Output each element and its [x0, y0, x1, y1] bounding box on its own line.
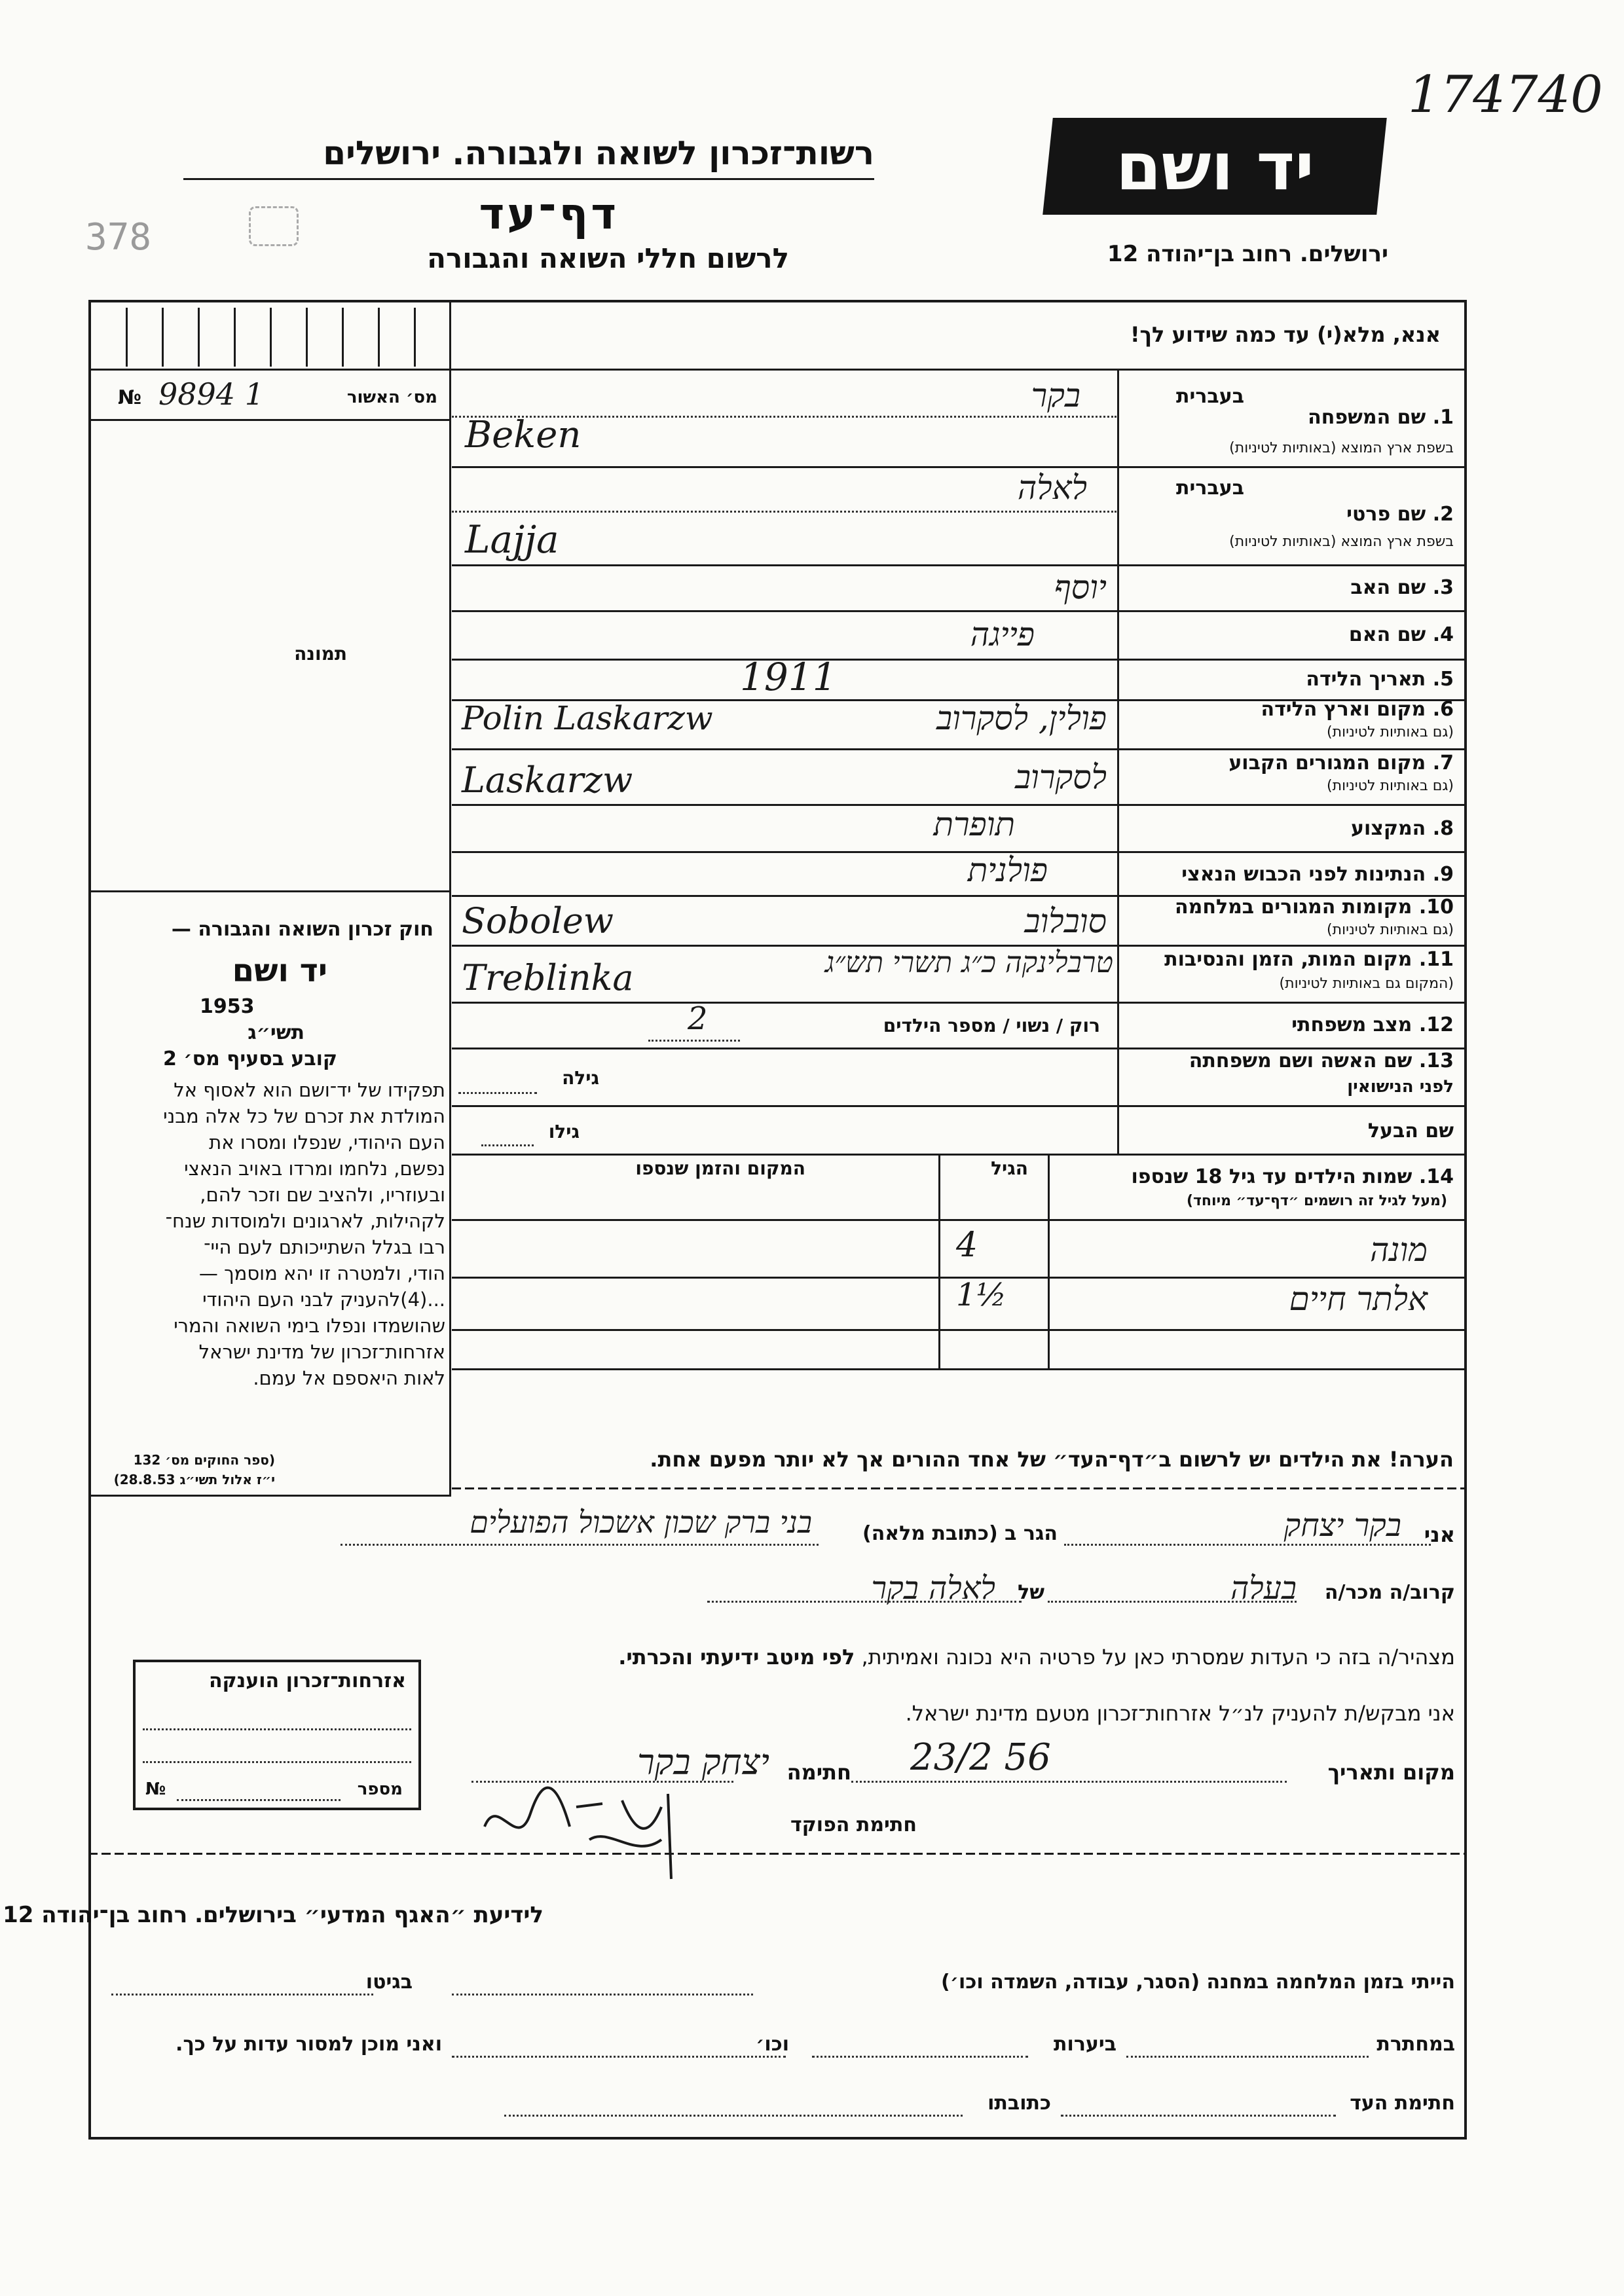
- field-11-value: טרבלינקה כ״ג תשרי תש״ג: [824, 946, 1113, 979]
- bottom-line2-b: ביערות: [1054, 2033, 1116, 2056]
- field-1-sub: בשפת ארץ המוצא (באותיות לטיניות): [1229, 440, 1454, 456]
- approval-label: מס׳ האשור: [346, 388, 437, 407]
- field-2-num: 2.: [1432, 503, 1454, 526]
- citizenship-no-sign: №: [145, 1779, 166, 1799]
- stamp-number: 378: [85, 216, 152, 259]
- husband-age-line: [481, 1144, 534, 1146]
- children-col-divider-2: [1048, 1154, 1050, 1370]
- law-source: (ספר החוקים מס׳ 132: [133, 1452, 275, 1468]
- citizenship-title: אזרחות־זכרון הוענקה: [208, 1669, 406, 1692]
- field-6-title: מקום וארץ הלידה: [1261, 698, 1426, 721]
- row-13-bottom: [452, 1105, 1467, 1107]
- officer-label: חתימת הפוקד: [790, 1813, 917, 1836]
- bottom-line2-d: ואני מוכן למסור עדות על כך.: [175, 2033, 442, 2056]
- approval-value: 9894 1: [158, 376, 264, 412]
- row-8-bottom: [452, 851, 1467, 853]
- field-1-hebrew-value: בקר: [1031, 376, 1080, 414]
- field-5-value: 1911: [740, 655, 837, 699]
- declaration-text-main: מצהיר/ה בזה כי העדות שמסרתי כאן על פרטיה היא נכונה ואמיתית,: [861, 1645, 1455, 1669]
- note-bottom: [452, 1487, 1467, 1489]
- row-6-bottom: [452, 748, 1467, 750]
- left-column-divider: [449, 300, 451, 1367]
- field-4-label: [1349, 623, 1454, 646]
- field-10-num: 10.: [1418, 896, 1454, 919]
- field-10-sub: (גם באותיות לטיניות): [1327, 922, 1454, 938]
- field-8-title: המקצוע: [1350, 817, 1426, 840]
- field-8-num: 8.: [1432, 817, 1454, 840]
- archive-number: 174740: [1408, 65, 1603, 124]
- declaration-resides: הגר ב (כתובת מלאה): [862, 1522, 1058, 1545]
- field-3-title: שם האב: [1350, 576, 1426, 599]
- field-11-latin-value: Treblinka: [462, 957, 634, 998]
- field-9-value: פולנית: [967, 851, 1048, 889]
- law-box-bottom: [88, 1495, 451, 1497]
- children-place-col: המקום והזמן שנספו: [635, 1157, 805, 1179]
- bottom-line3-dots-1: [1061, 2115, 1336, 2117]
- declaration-text: [618, 1645, 1455, 1669]
- bottom-line2-a: במחתרת: [1376, 2033, 1455, 2056]
- approval-no-sign: №: [118, 386, 142, 409]
- field-7-latin-value: Laskarzw: [462, 759, 633, 801]
- bottom-line1-start: הייתי בזמן המלחמה במחנה (הסגר, עבודה, השמדה וכו׳): [941, 1971, 1455, 1994]
- husband-age-label: גילו: [548, 1121, 580, 1142]
- children-title: שמות הילדים עד גיל 18 שנספו: [1131, 1165, 1412, 1188]
- field-6-sub: (גם באותיות לטיניות): [1327, 724, 1454, 740]
- field-12-children-line: [648, 1040, 740, 1042]
- field-2-sub: בשפת ארץ המוצא (באותיות לטיניות): [1229, 534, 1454, 550]
- bottom-line1-dots-1: [452, 1994, 753, 1995]
- field-6-latin-value: Polin Laskarzw: [462, 699, 713, 737]
- declaration-of: של: [1018, 1581, 1044, 1604]
- bottom-line2-dots-2: [812, 2056, 1028, 2058]
- bottom-title: [3, 1902, 544, 1928]
- law-year: [200, 995, 255, 1018]
- label-column-divider: [1117, 369, 1119, 1154]
- law-text: [92, 1077, 445, 1391]
- form-subtitle: לרשום חללי השואה והגבורה: [427, 242, 789, 274]
- children-row-2-bottom: [452, 1329, 1467, 1331]
- field-12-num: 12.: [1418, 1013, 1454, 1036]
- place-date-value: 23/2 56: [910, 1736, 1051, 1779]
- bottom-section-top: [88, 1853, 1467, 1855]
- field-1-latin-value: Beken: [465, 414, 581, 456]
- row-husband-bottom: [452, 1154, 1467, 1156]
- field-13-label: [1189, 1049, 1454, 1072]
- row-4-bottom: [452, 659, 1467, 661]
- declaration-of-line: [707, 1601, 1022, 1603]
- declaration-text-bold: לפי מיטב ידיעתי והכרתי.: [618, 1645, 855, 1669]
- bottom-line1-dots-2: [111, 1994, 373, 1995]
- field-9-title: הנתינות לפני הכבוש הנאצי: [1181, 863, 1426, 886]
- place-date-label: מקום ותאריך: [1327, 1760, 1455, 1785]
- instruction-text: אנא, מלא(י) עד כמה שידוע לך!: [1130, 322, 1441, 347]
- row-1-bottom: [452, 466, 1467, 468]
- field-2-latin-value: Lajja: [465, 517, 559, 562]
- citizenship-number-label: מספר: [357, 1779, 403, 1799]
- law-text-line: ובעוזריו, ולהציב שם וזכר להם,: [200, 1184, 445, 1206]
- field-6-num: 6.: [1432, 698, 1454, 721]
- photo-area-bottom: [88, 890, 451, 892]
- declaration-request: אני מבקש/ת להעניק לנ״ל אזרחות־זכרון מטעם מדינת ישראל.: [905, 1701, 1455, 1726]
- law-text-line: לאות היאספם אל עמם.: [253, 1367, 445, 1389]
- declaration-address: בני ברק שכון אשכול הפועלים: [470, 1504, 812, 1540]
- bottom-line2-dots-1: [1126, 2056, 1369, 2058]
- law-year-num: 1953: [200, 995, 255, 1018]
- signature-value: יצחק בקר: [637, 1741, 769, 1783]
- row-2-bottom: [452, 564, 1467, 566]
- field-3-label: [1350, 576, 1454, 599]
- law-text-line: הודי, ולמטרה זו יהא מוסמך —: [198, 1262, 445, 1285]
- children-col-divider-1: [938, 1154, 940, 1370]
- logo-text: יד ושם: [1115, 128, 1314, 205]
- field-2-hebrew-label: בעברית: [1176, 477, 1244, 500]
- declaration-address-line: [341, 1544, 819, 1546]
- law-year-hebrew: תשי״ג: [248, 1021, 304, 1044]
- field-7-value: לסקרוב: [1014, 758, 1107, 796]
- bottom-title-bold: לידיעת ״האגף המדעי״ בירושלים.: [194, 1902, 544, 1928]
- children-header-bottom: [452, 1219, 1467, 1221]
- children-section-bottom: [452, 1368, 1467, 1370]
- row-2a-line: [452, 511, 1116, 513]
- children-sub: (מעל לגיל זה רושמים ״דף־עד״ מיוחד): [1186, 1193, 1447, 1209]
- field-4-num: 4.: [1432, 623, 1454, 646]
- bottom-line2-c: וכו׳: [756, 2033, 789, 2056]
- field-13-num: 13.: [1418, 1049, 1454, 1072]
- field-13-title: שם האשה ושם משפחתה: [1189, 1049, 1412, 1072]
- citizenship-line-1: [143, 1728, 411, 1730]
- field-12-children: 2: [688, 1000, 708, 1037]
- declaration-relative: קרוב/ה מכר/ה: [1324, 1581, 1455, 1604]
- declaration-name: בקר יצחק: [1283, 1507, 1401, 1544]
- law-text-line: שהושמדו ונפלו בימי השואה והמרי: [174, 1315, 445, 1337]
- child-1-age: 4: [956, 1226, 978, 1265]
- row-11-bottom: [452, 1002, 1467, 1004]
- child-1-name: מונה: [1370, 1231, 1428, 1269]
- law-text-line: תפקידו של יד־ושם הוא לאסוף אל: [174, 1079, 445, 1101]
- field-13-sub: לפני הנישואין: [1347, 1077, 1454, 1097]
- law-text-line: נפשם, נלחמו ומרדו באויב הנאצי: [184, 1157, 445, 1180]
- law-title: חוק זכרון השואה והגבורה —: [171, 918, 434, 941]
- header-address: ירושלים. רחוב בן־יהודה 12: [1107, 241, 1388, 267]
- field-7-title: מקום המגורים הקבוע: [1228, 752, 1426, 774]
- declaration-ani: אני: [1424, 1522, 1455, 1547]
- field-1-num: 1.: [1432, 406, 1454, 429]
- husband-label: שם הבעל: [1367, 1120, 1454, 1142]
- field-2-title: שם פרטי: [1346, 503, 1426, 526]
- field-1-title: שם המשפחה: [1308, 406, 1426, 429]
- instruction-row-bottom: [88, 369, 1467, 371]
- field-5-num: 5.: [1432, 668, 1454, 691]
- field-6-label: [1261, 698, 1454, 721]
- declaration-relation-line: [1048, 1601, 1297, 1603]
- field-2-label: [1346, 503, 1454, 526]
- declaration-relation: בעלה: [1230, 1570, 1297, 1607]
- field-4-value: פייגה: [970, 615, 1035, 653]
- stamp-mark: [249, 206, 299, 246]
- field-5-title: תאריך הלידה: [1306, 668, 1426, 691]
- form-title: דף־עד: [479, 189, 619, 239]
- field-7-label: [1228, 752, 1454, 774]
- bottom-line3-b: כתובתו: [987, 2092, 1051, 2115]
- declaration-of-name: לאלה בקר: [871, 1570, 995, 1607]
- row-3-bottom: [452, 610, 1467, 612]
- tick-boxes: [92, 308, 449, 367]
- law-text-line: רבו בגלל השתייכותם לעם היי־: [204, 1236, 445, 1258]
- approval-row-bottom: [88, 419, 451, 421]
- field-8-value: תופרת: [933, 805, 1015, 843]
- child-2-name: אלתר חיים: [1289, 1280, 1428, 1318]
- field-12-title: מצב משפחתי: [1291, 1013, 1412, 1036]
- citizenship-line-2: [143, 1761, 411, 1763]
- signature-label: חתימה: [786, 1760, 851, 1785]
- field-11-num: 11.: [1418, 948, 1454, 971]
- officer-signature: [471, 1755, 733, 1886]
- field-10-title: מקומות המגורים במלחמה: [1175, 896, 1412, 919]
- field-1-label: [1308, 406, 1454, 429]
- field-9-num: 9.: [1432, 863, 1454, 886]
- bottom-line3-dots-2: [504, 2115, 963, 2117]
- law-box-right: [449, 1367, 451, 1497]
- children-age-col: הגיל: [991, 1157, 1028, 1179]
- children-label: [1131, 1165, 1454, 1188]
- yad-vashem-logo: [1043, 118, 1387, 215]
- field-4-title: שם האם: [1348, 623, 1426, 646]
- law-text-line: אזרחות־זכרון של מדינת ישראל: [198, 1341, 445, 1363]
- field-12-label: [1291, 1013, 1454, 1036]
- field-11-title: מקום המות, הזמן והנסיבות: [1164, 948, 1412, 971]
- bottom-title-rest: רחוב בן־יהודה 12: [3, 1902, 188, 1928]
- note-text: הערה! את הילדים יש לרשום ב״דף־העד״ של אחד ההורים אך לא יותר מפעם אחת.: [650, 1447, 1454, 1472]
- law-source-date: י״ז אלול תשי״ג 28.8.53): [113, 1472, 275, 1487]
- law-text-line: המולדת את זכרם של כל אלה מבני: [163, 1105, 445, 1127]
- law-name: יד ושם: [232, 953, 327, 989]
- field-10-latin-value: Sobolew: [462, 900, 614, 941]
- field-11-sub: (המקום גם באותיות לטיניות): [1279, 975, 1454, 992]
- field-6-value: פולין, לסקרוב: [936, 699, 1107, 737]
- field-7-sub: (גם באותיות לטיניות): [1327, 778, 1454, 794]
- law-text-line: לקהילות, לארגונים ולמוסדות שנח־: [165, 1210, 445, 1232]
- field-10-label: [1175, 896, 1454, 919]
- child-2-age: 1½: [956, 1277, 1007, 1313]
- place-date-line: [851, 1781, 1287, 1783]
- citizenship-number-line: [177, 1799, 341, 1801]
- field-13-age-label: גילה: [562, 1067, 599, 1089]
- field-7-num: 7.: [1432, 752, 1454, 774]
- bottom-line2-dots-3: [452, 2056, 786, 2058]
- field-9-label: [1181, 863, 1454, 886]
- field-12-value: רוק / נשוי / מספר הילדים: [883, 1015, 1100, 1036]
- photo-label: תמונה: [294, 643, 347, 665]
- declaration-name-line: [1064, 1544, 1431, 1546]
- org-line: רשות־זכרון לשואה ולגבורה. ירושלים: [323, 134, 874, 172]
- law-text-line: ...(4)להעניק לבני העם היהודי: [202, 1288, 445, 1311]
- field-13-age-line: [458, 1092, 537, 1094]
- children-num: 14.: [1418, 1165, 1454, 1188]
- bottom-line1-end: בגיטו: [365, 1971, 413, 1994]
- field-3-value: יוסף: [1054, 568, 1107, 606]
- law-text-line: העם היהודי, שנפלו ומסרו את: [209, 1131, 445, 1154]
- field-5-label: [1306, 668, 1454, 691]
- field-3-num: 3.: [1432, 576, 1454, 599]
- law-clause: קובע בסעיף מס׳ 2: [162, 1048, 337, 1070]
- field-2-hebrew-value: לאלה: [1017, 469, 1087, 507]
- org-underline: [183, 178, 874, 180]
- bottom-line3-a: חתימת העד: [1350, 2092, 1455, 2115]
- field-11-label: [1164, 948, 1454, 971]
- field-8-label: [1351, 817, 1454, 840]
- field-10-value: סובלוב: [1024, 902, 1107, 940]
- field-1-hebrew-label: בעברית: [1176, 385, 1244, 408]
